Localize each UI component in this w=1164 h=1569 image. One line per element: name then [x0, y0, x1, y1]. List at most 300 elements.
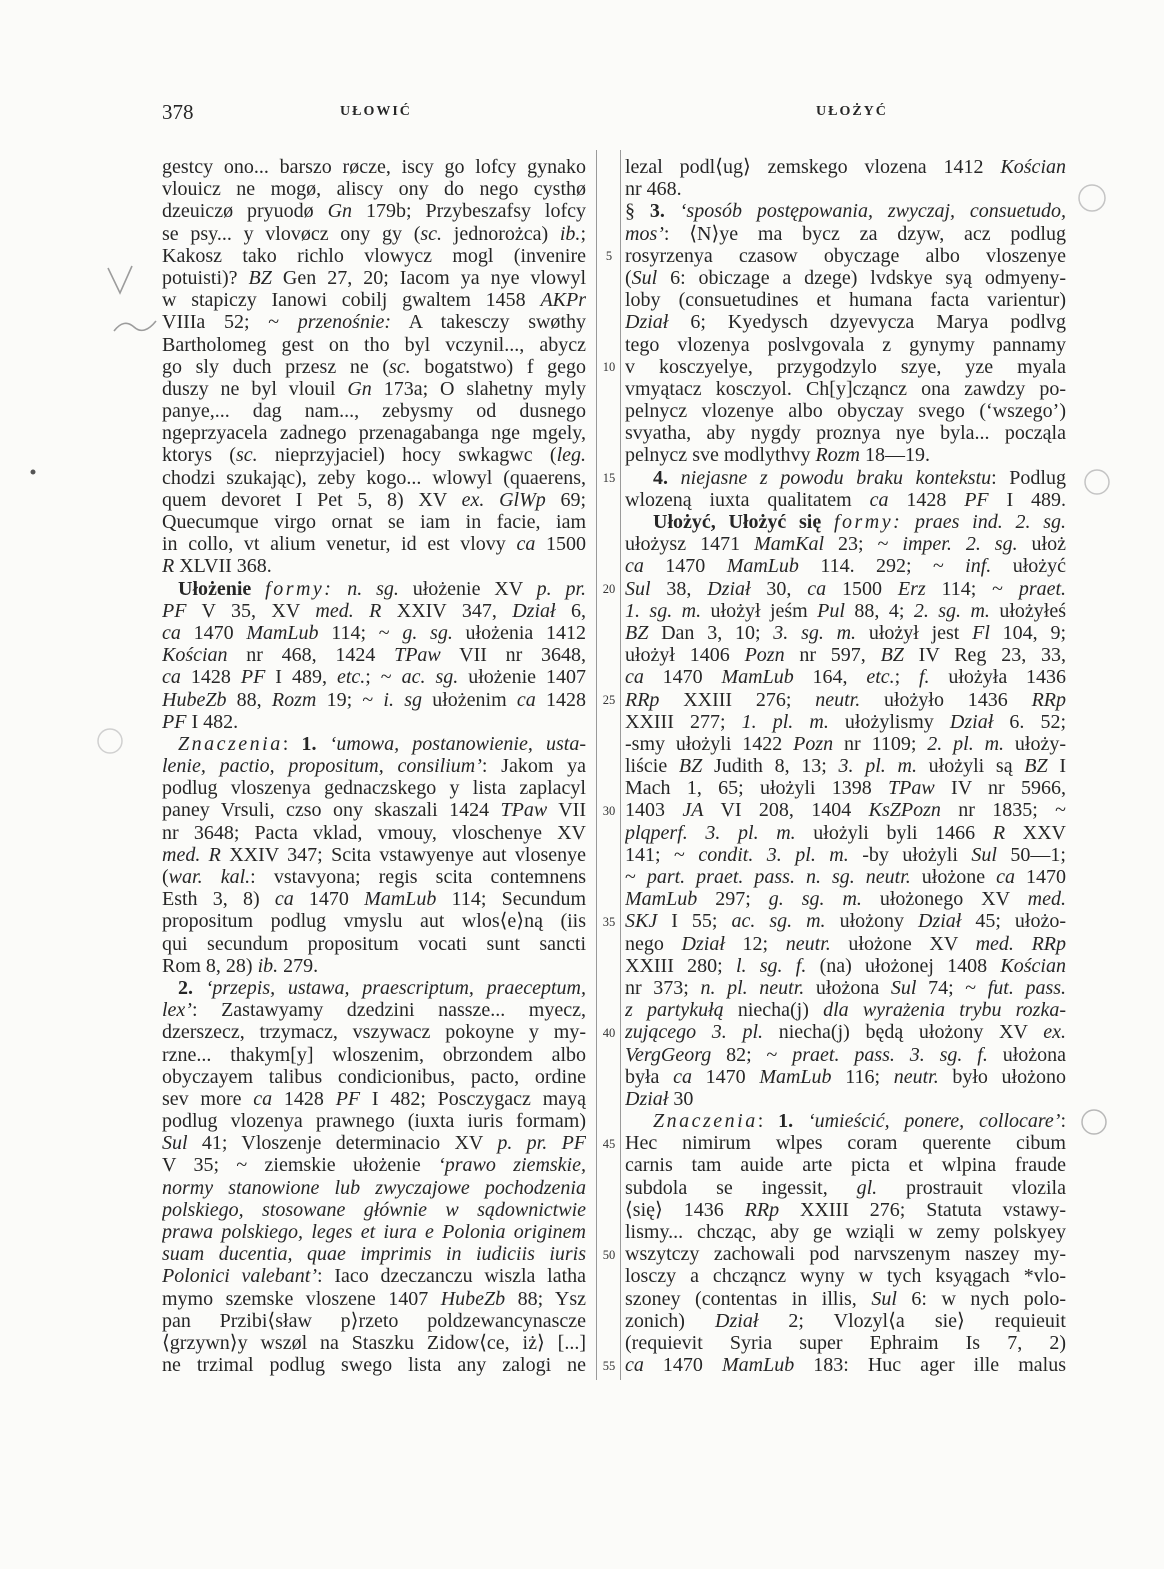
text-line [625, 711, 1066, 733]
italic-text: BZ [880, 644, 904, 667]
roman-text: svyatha, aby nygdy proznya nye byla... począla [625, 422, 1066, 445]
italic-text: Dział [715, 1309, 759, 1332]
roman-text: I 55; [657, 910, 732, 933]
italic-text: zującego 3. pl. [625, 1021, 764, 1044]
roman-text: potuisti)? [162, 266, 249, 289]
roman-text: 164, [793, 666, 867, 689]
text-line [162, 1265, 586, 1287]
roman-text: : ⟨N⟩ye ma bycz za dzyw, acz podlug [663, 222, 1066, 245]
roman-text: 38, [650, 577, 708, 600]
roman-text: 41; Vloszenje determinacio XV [187, 1132, 498, 1155]
roman-text: ułożył jest [856, 621, 973, 644]
roman-text: wlozeną iuxta qualitatem [625, 488, 870, 511]
text-line [162, 866, 586, 888]
roman-text [354, 600, 369, 622]
roman-text: -smy ułożyli 1422 [625, 732, 794, 755]
text-line [625, 689, 1066, 711]
text-line [162, 422, 586, 444]
ink-dot [31, 470, 36, 475]
roman-text: : Jakom ya [481, 755, 586, 778]
text-line [162, 400, 586, 422]
roman-text: losczy a chcząncz wyny w tych ksyągach *vlo- [625, 1265, 1066, 1288]
roman-text: ułożona [987, 1043, 1066, 1066]
roman-text: nr 597, [784, 644, 881, 667]
pencil-check-mark [108, 266, 132, 293]
text-line [162, 1066, 586, 1088]
text-line [162, 755, 586, 777]
italic-text: inf. [965, 555, 992, 578]
text-line [625, 955, 1066, 977]
roman-text: mymo szemske vloszene 1407 [162, 1287, 441, 1310]
text-line [162, 178, 586, 200]
roman-text: 279. [278, 954, 319, 977]
roman-text: 183: Huc ager ille malus [794, 1354, 1066, 1377]
italic-text: RRp [625, 688, 660, 711]
roman-text: bogatstwo) f gego [410, 355, 586, 378]
text-line [162, 578, 586, 600]
italic-text: Dział [681, 932, 725, 955]
italic-text: ca [516, 688, 536, 711]
italic-text: condit. 3. pl. m. [698, 843, 849, 866]
roman-text: : Zastawyamy dzedzini nassze... myecz, [191, 999, 586, 1022]
roman-text: carnis tam auide arte picta et wlpina fraude [625, 1154, 1066, 1177]
roman-text: lezal podl⟨ug⟩ zemskego vlozena 1412 [625, 156, 1001, 178]
roman-text: ; [894, 666, 919, 689]
italic-text: ca [253, 1087, 273, 1110]
roman-text [902, 511, 915, 533]
roman-text: niecha(j) będą ułożony XV [763, 1021, 1044, 1044]
roman-text: 88, 4; [844, 599, 914, 622]
roman-text: 1500 [535, 533, 586, 556]
roman-text: Hec nimirum wlpes coram querente cibum [625, 1132, 1066, 1155]
roman-text: ułożyć [991, 555, 1066, 578]
text-line [162, 1354, 586, 1376]
italic-text: gl. [856, 1176, 878, 1199]
roman-text: IV nr 5966, [934, 777, 1066, 800]
text-line [625, 666, 1066, 688]
roman-text: zonich) [625, 1309, 716, 1332]
text-line [162, 1154, 586, 1176]
roman-text: nego [625, 932, 682, 955]
roman-text: I 489. [988, 488, 1066, 511]
italic-text: BZ [625, 621, 649, 644]
italic-text: PF [162, 710, 187, 733]
roman-text: 116; [831, 1065, 894, 1088]
line-number: 55 [602, 1358, 616, 1373]
text-line [625, 378, 1066, 400]
roman-text [1014, 933, 1032, 955]
italic-text: MamLub [721, 666, 794, 689]
italic-text: sc. [235, 444, 258, 467]
text-line [162, 1177, 586, 1199]
italic-text: ca [162, 621, 181, 644]
text-line [162, 489, 586, 511]
italic-text: Dział [949, 710, 994, 733]
roman-text: quem devoret I Pet 5, 8) XV [162, 488, 462, 511]
text-line [625, 178, 1066, 200]
roman-text: IV Reg 23, 33, [903, 644, 1066, 667]
roman-text: : [1060, 1110, 1066, 1133]
italic-text: Kościan [1000, 954, 1066, 977]
roman-text: obyczayem talibus condicionibus, pacto, ordine [162, 1065, 586, 1088]
roman-text: 6, [555, 599, 586, 622]
roman-text: XXIV 347; Scita vstawyenye aut vlosenye [220, 843, 586, 866]
italic-text: Dział [512, 599, 556, 622]
roman-text: ułożone [910, 866, 997, 888]
roman-text: 88; Ysz [505, 1287, 586, 1310]
italic-text: Sul [631, 266, 658, 289]
right-column [625, 156, 1066, 1376]
roman-text: ⟨się⟩ 1436 [625, 1198, 745, 1221]
text-line [625, 555, 1066, 577]
roman-text: ułożył 1406 [625, 644, 745, 667]
italic-text: ‘umowa, postanowienie, usta- [329, 732, 586, 755]
roman-text: vmyątacz kosczyol. Ch[y]cząncz ona zawdzy po- [625, 377, 1066, 400]
italic-text: R [992, 821, 1006, 844]
text-line [625, 644, 1066, 666]
roman-text: ; ~ [365, 666, 402, 689]
roman-text: 297; [697, 888, 769, 911]
roman-text: nr 1109; [833, 732, 928, 755]
italic-text: ac. sg. m. [731, 910, 826, 933]
roman-text: paney Vrsuli, czso ony skaszali 1424 [162, 799, 501, 822]
roman-text [333, 578, 347, 600]
italic-text: n. sg. [347, 577, 399, 600]
italic-text: ca [162, 666, 181, 689]
italic-text: fut. pass. [987, 976, 1066, 999]
roman-text: duszy ne byl vlouil [162, 377, 348, 400]
roman-text [668, 467, 681, 489]
text-line [162, 888, 586, 910]
roman-text: ułożenie 1407 [458, 666, 586, 689]
text-line [162, 689, 586, 711]
text-line [162, 467, 586, 489]
roman-text: 23; ~ [824, 533, 903, 556]
punch-hole-circle [98, 729, 122, 753]
roman-text: ( [625, 266, 632, 289]
text-line [625, 1354, 1066, 1376]
roman-text: ngeprzyacela zadnego przenagabanga nge mgely, [162, 422, 586, 445]
roman-text: nr 373; [625, 976, 701, 999]
line-number: 35 [602, 914, 616, 929]
roman-text: chodzi szukając), zeby kogo... wlowyl (quaerens, [162, 466, 586, 489]
roman-text: Rom 8, 28) [162, 954, 258, 977]
italic-text: MamLub [726, 555, 799, 578]
italic-text: neutr. [893, 1065, 939, 1088]
italic-text: RRp [744, 1198, 780, 1221]
text-line [162, 910, 586, 932]
italic-text: BZ [1024, 755, 1048, 778]
text-line [625, 799, 1066, 821]
italic-text: imper. 2. sg. [902, 533, 1018, 556]
italic-text: SKJ [625, 910, 658, 933]
italic-text: VergGeorg [625, 1043, 712, 1066]
italic-text: 2. sg. m. [913, 599, 990, 622]
roman-text: 45; ułożo- [961, 910, 1066, 933]
italic-text: ‘umieścić, ponere, collocare’ [807, 1110, 1061, 1133]
roman-text: 6: obiczage a dzege) lvdskye syą odmyeny- [657, 266, 1066, 289]
text-line [625, 1310, 1066, 1332]
roman-text: gestcy ono... barszo røcze, iscy go lofcy gynako [162, 156, 586, 178]
italic-text: Dział [918, 910, 962, 933]
text-line [625, 245, 1066, 267]
italic-text: R [369, 599, 382, 622]
roman-text: 69; [545, 488, 586, 511]
text-line [625, 733, 1066, 755]
text-line [625, 622, 1066, 644]
spaced-text: formy: [265, 577, 334, 600]
text-line [625, 1154, 1066, 1176]
italic-text: Pozn [793, 732, 834, 755]
roman-text: prostrauit vlozila [877, 1176, 1066, 1199]
roman-text [316, 733, 329, 755]
italic-text: suam ducentia, quae imprimis in iudiciis iuris [162, 1243, 586, 1266]
roman-text: 114; Secundum [436, 888, 586, 911]
italic-text: polskiego, stosowane głównie w sądownictwie [162, 1198, 586, 1221]
italic-text: g. sg. [402, 621, 453, 644]
text-line [625, 289, 1066, 311]
text-line [625, 822, 1066, 844]
roman-text: ułożony [825, 910, 918, 933]
italic-text: RRp [1031, 688, 1066, 711]
roman-text: VII [547, 799, 586, 822]
italic-text: PF [162, 599, 187, 622]
italic-text: ca [673, 1065, 692, 1088]
spaced-text: Znaczenia [653, 1110, 758, 1133]
roman-text: dzerszecz, trzymacz, vszywacz pokoyne y my- [162, 1021, 586, 1044]
italic-text: ca [516, 533, 536, 556]
text-line [625, 1199, 1066, 1221]
line-number: 10 [602, 359, 616, 374]
text-line [625, 777, 1066, 799]
italic-text: mos’ [625, 222, 664, 245]
text-line [625, 533, 1066, 555]
text-line [625, 311, 1066, 333]
roman-text: 1470 [643, 1354, 722, 1377]
italic-text: TPaw [500, 799, 548, 822]
italic-text: f. [918, 666, 930, 689]
text-line [162, 289, 586, 311]
roman-text: w stapiczy Ianowi cobilj gwaltem 1458 [162, 289, 541, 312]
roman-text: 1470 [691, 1065, 760, 1088]
italic-text: leg. [556, 444, 586, 467]
italic-text: BZ [248, 266, 272, 289]
roman-text: : Podlug [991, 466, 1066, 489]
roman-text: § [625, 200, 650, 223]
text-line [625, 933, 1066, 955]
italic-text: BZ [678, 755, 703, 778]
running-head-right: UŁOŻYĆ [816, 104, 888, 119]
italic-text: ‘przepis, ustawa, praescriptum, praeceptum, [205, 976, 586, 999]
roman-text: 1470 [180, 621, 247, 644]
text-line [625, 267, 1066, 289]
italic-text: Dział [625, 311, 669, 334]
text-line [162, 1044, 586, 1066]
roman-text: VII nr 3648, [440, 644, 586, 667]
italic-text: PF [964, 488, 989, 511]
roman-text: Bartholomeg gest on tho byl vczynil..., abycz [162, 333, 586, 356]
italic-text: ex. [461, 488, 485, 511]
text-line [625, 1132, 1066, 1154]
roman-text: sev more [162, 1087, 254, 1110]
roman-text: Quecumque virgo ornat se iam in facie, iam [162, 511, 586, 533]
roman-text: vlouicz ne mogø, aliscy ony do nego cysthø [162, 178, 586, 201]
roman-text: 1428 [180, 666, 241, 689]
roman-text: 6. 52; [993, 710, 1066, 733]
text-line [625, 1265, 1066, 1287]
roman-text: nr 3648; Pacta vklad, vmouy, vloschenye XV [162, 821, 586, 844]
roman-text: I 482; Posczygacz mayą [360, 1087, 586, 1110]
italic-text: MamLub [364, 888, 437, 911]
text-line [162, 1199, 586, 1221]
text-line [625, 444, 1066, 466]
text-line [625, 844, 1066, 866]
text-line [162, 223, 586, 245]
text-line [162, 1221, 586, 1243]
roman-text: 6: w nych polo- [896, 1287, 1066, 1310]
text-line [625, 578, 1066, 600]
italic-text: Kościan [162, 644, 228, 667]
roman-text: 6; Kyedysch dzyevycza Marya podlvg [668, 311, 1066, 334]
text-line [625, 511, 1066, 533]
roman-text: subdola se ingessit, [625, 1176, 857, 1199]
roman-text: ułożyła 1436 [929, 666, 1066, 689]
roman-text: ułożyło 1436 [860, 688, 1032, 711]
italic-text: l. sg. f. [735, 954, 807, 977]
roman-text: 74; ~ [916, 976, 988, 999]
bold-text: 1. [778, 1110, 794, 1133]
italic-text: 3. sg. m. [773, 621, 857, 644]
text-line [162, 1021, 586, 1043]
roman-text: pelnycz vlozenye albo obyczay svego (‘wszego’) [625, 400, 1066, 423]
italic-text: part. praet. pass. n. sg. neutr. [646, 866, 911, 888]
italic-text: Sul [971, 843, 997, 866]
italic-text: Polonici valebant’ [162, 1265, 318, 1288]
roman-text: 12; [724, 932, 786, 955]
roman-text: VI 208, 1404 [703, 799, 869, 822]
roman-text: Esth 3, 8) [162, 888, 275, 911]
roman-text: 173a; O slahetny myly [371, 377, 586, 400]
text-line [162, 644, 586, 666]
punch-hole-circle [1085, 470, 1109, 494]
roman-text: A takesczy swøthy [391, 311, 586, 334]
italic-text: sc. [389, 355, 411, 378]
roman-text [193, 977, 206, 999]
italic-text: MamLub [759, 1065, 832, 1088]
roman-text: XXIII 276; Statuta vstawy- [779, 1198, 1066, 1221]
roman-text: Kakosz tako richlo vlowycz mogl (invenire [162, 244, 586, 267]
text-line [162, 1332, 586, 1354]
roman-text: 1428 [272, 1087, 336, 1110]
text-line [625, 334, 1066, 356]
bold-text: Ułożyć, Ułożyć się [653, 511, 822, 533]
text-line [162, 1288, 586, 1310]
roman-text: Judith 8, 13; [702, 755, 839, 778]
punch-hole-circle [1082, 1110, 1106, 1134]
text-line [625, 755, 1066, 777]
text-line [625, 156, 1066, 178]
roman-text: 82; ~ [711, 1043, 793, 1066]
text-line [162, 245, 586, 267]
roman-text: ⟨grzywn⟩y wszøl na Staszku Zidow⟨ce, iż⟩ [...] [162, 1331, 586, 1354]
roman-text: XXIII 276; [659, 688, 816, 711]
roman-text: (requievit Syria super Ephraim Is 7, 2) [625, 1331, 1066, 1354]
italic-text: neutr. [815, 688, 861, 711]
roman-text: 30 [668, 1087, 694, 1110]
text-line [162, 622, 586, 644]
italic-text: AKPr [540, 289, 586, 312]
bold-text: 3. [649, 200, 665, 223]
text-line [162, 933, 586, 955]
italic-text: neutr. [785, 932, 831, 955]
text-line [162, 977, 586, 999]
italic-text: Gn [327, 200, 353, 223]
roman-text [484, 489, 499, 511]
column-rule-right [620, 150, 621, 1380]
line-number: 20 [602, 581, 616, 596]
italic-text: niejasne z powodu braku kontekstu [680, 466, 992, 489]
roman-text: była [625, 1065, 674, 1088]
column-rule-left [596, 150, 597, 1380]
text-line [625, 1288, 1066, 1310]
roman-text [793, 1110, 808, 1132]
italic-text: MamLub [246, 621, 319, 644]
italic-text: etc. [336, 666, 366, 689]
italic-text: Pozn [744, 644, 785, 667]
text-line [162, 844, 586, 866]
line-number: 45 [602, 1136, 616, 1151]
roman-text: 114; ~ [925, 577, 1019, 600]
text-line [162, 1088, 586, 1110]
pencil-squiggle-mark [114, 321, 156, 331]
roman-text: wszytczy zachowali pod narvszenym naszey my- [625, 1243, 1066, 1266]
roman-text: 2; Vlozyl⟨a sie⟩ requieuit [758, 1309, 1066, 1332]
text-line [162, 1132, 586, 1154]
roman-text: 114; ~ [318, 621, 403, 644]
italic-text: RRp [1031, 932, 1066, 955]
text-line [162, 334, 586, 356]
roman-text: : vstavyona; regis scita contemnens [250, 866, 586, 888]
line-number: 5 [605, 248, 613, 263]
text-line [625, 1110, 1066, 1132]
bold-text: 2. [178, 976, 193, 999]
text-line [625, 223, 1066, 245]
roman-text: rosyrzenya czasow obyczage albo vloszenye [625, 244, 1066, 267]
roman-text: 1470 [1015, 866, 1066, 888]
roman-text: ułożysz 1471 [625, 533, 755, 556]
roman-text: ułożyli byli 1466 [795, 821, 993, 844]
italic-text: HubeZb [162, 688, 227, 711]
roman-text: 1403 [625, 799, 683, 822]
italic-text: med. [315, 599, 354, 622]
text-line [625, 999, 1066, 1021]
text-line [162, 666, 586, 688]
text-line [625, 1088, 1066, 1110]
roman-text: 19; ~ [316, 688, 384, 711]
roman-text: : Iaco dzeczanczu wiszla latha [317, 1265, 586, 1288]
text-line [162, 777, 586, 799]
italic-text: ac. sg. [401, 666, 459, 689]
roman-text: podlug vloszenya gednaczskego y lista zaplacyl [162, 777, 586, 800]
italic-text: MamKal [754, 533, 825, 556]
roman-text: qui secundum propositum vocati sunt sancti [162, 932, 586, 955]
italic-text: TPaw [888, 777, 935, 800]
line-number: 40 [602, 1025, 616, 1040]
italic-text: p. pr. [497, 1132, 548, 1155]
text-line [625, 422, 1066, 444]
roman-text: : [282, 732, 302, 755]
roman-text: nr 1835; ~ [940, 799, 1066, 822]
